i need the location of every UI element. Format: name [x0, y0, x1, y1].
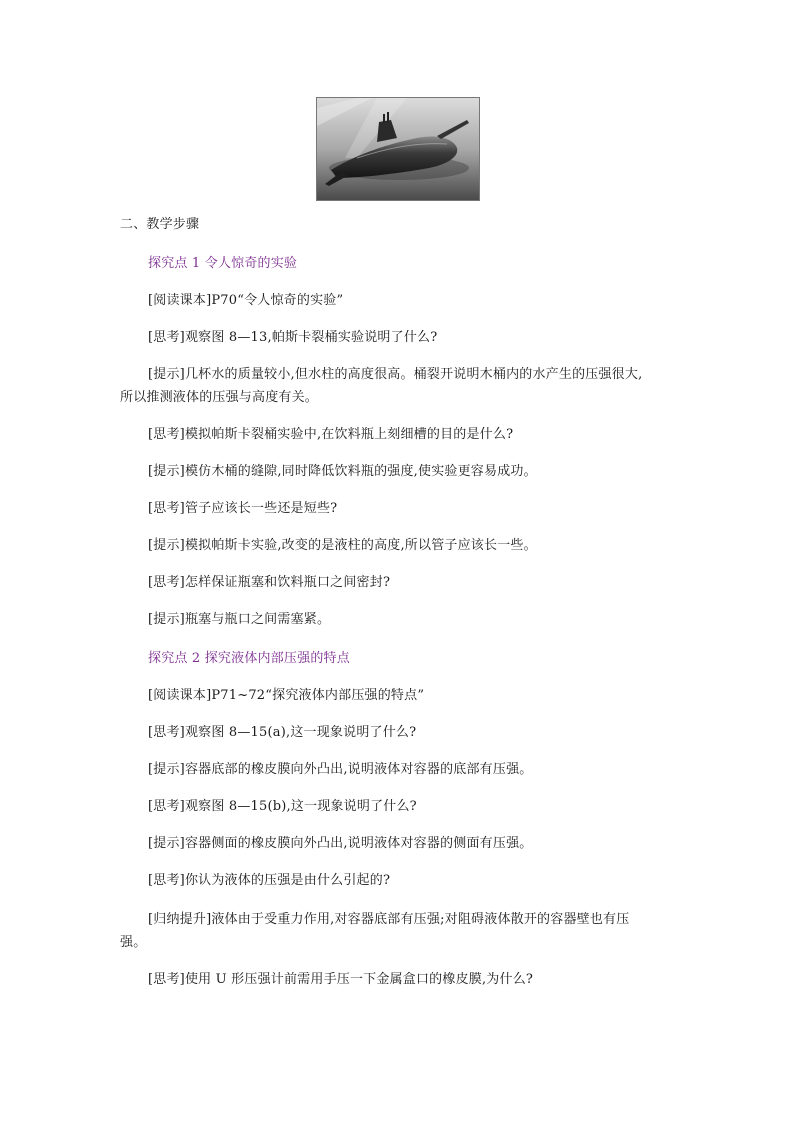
paragraph-think-2: [思考]模拟帕斯卡裂桶实验中,在饮料瓶上刻细槽的目的是什么?	[148, 427, 514, 442]
paragraph-think-6: [思考]观察图 8—15(b),这一现象说明了什么?	[148, 799, 417, 814]
paragraph-hint-2: [提示]模仿木桶的缝隙,同时降低饮料瓶的强度,使实验更容易成功。	[148, 464, 537, 479]
paragraph-hint-1-line2: 所以推测液体的压强与高度有关。	[120, 390, 319, 405]
paragraph-summary-line1: [归纳提升]液体由于受重力作用,对容器底部有压强;对阻碍液体散开的容器壁也有压	[148, 912, 630, 927]
paragraph-reading-p70: [阅读课本]P70“令人惊奇的实验”	[148, 293, 344, 308]
paragraph-think-1: [思考]观察图 8—13,帕斯卡裂桶实验说明了什么?	[148, 330, 438, 345]
paragraph-hint-1-line1: [提示]几杯水的质量较小,但水柱的高度很高。桶裂开说明木桶内的水产生的压强很大,	[148, 367, 643, 382]
paragraph-reading-p71: [阅读课本]P71~72“探究液体内部压强的特点”	[148, 688, 425, 703]
paragraph-think-7: [思考]你认为液体的压强是由什么引起的?	[148, 873, 391, 888]
section-title: 二、教学步骤	[120, 217, 200, 232]
paragraph-hint-5: [提示]容器底部的橡皮膜向外凸出,说明液体对容器的底部有压强。	[148, 762, 533, 777]
paragraph-think-8: [思考]使用 U 形压强计前需用手压一下金属盒口的橡皮膜,为什么?	[148, 972, 534, 987]
paragraph-think-5: [思考]观察图 8—15(a),这一现象说明了什么?	[148, 725, 417, 740]
submarine-photo	[316, 97, 480, 201]
section-heading-point-1: 探究点 1 令人惊奇的实验	[148, 256, 298, 271]
section-heading-point-2: 探究点 2 探究液体内部压强的特点	[148, 651, 350, 666]
submarine-image	[317, 98, 479, 200]
paragraph-hint-6: [提示]容器侧面的橡皮膜向外凸出,说明液体对容器的侧面有压强。	[148, 836, 533, 851]
paragraph-summary-line2: 强。	[120, 935, 147, 950]
paragraph-hint-4: [提示]瓶塞与瓶口之间需塞紧。	[148, 612, 331, 627]
paragraph-think-3: [思考]管子应该长一些还是短些?	[148, 501, 338, 516]
paragraph-think-4: [思考]怎样保证瓶塞和饮料瓶口之间密封?	[148, 575, 391, 590]
paragraph-hint-3: [提示]模拟帕斯卡实验,改变的是液柱的高度,所以管子应该长一些。	[148, 538, 537, 553]
